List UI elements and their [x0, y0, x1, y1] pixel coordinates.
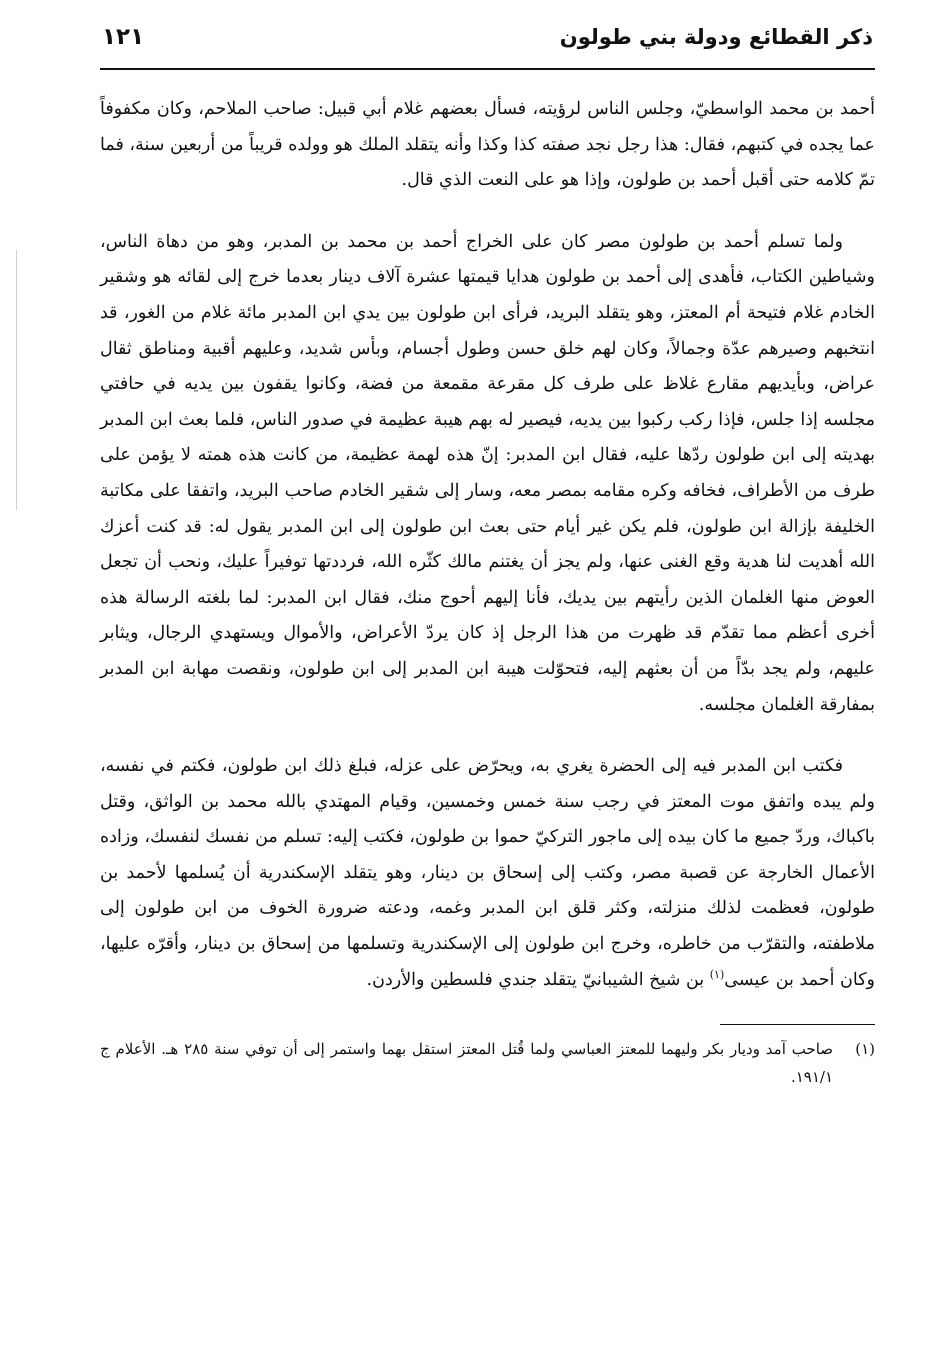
scan-margin-line [16, 250, 17, 510]
body-text [100, 92, 875, 998]
footnote-separator [720, 1024, 875, 1025]
book-page [100, 24, 875, 1091]
footnote-marker: (١) [855, 1040, 875, 1059]
paragraph-3 [100, 749, 875, 998]
footnote [100, 1035, 875, 1091]
footnote-reference[interactable]: (١) [709, 967, 725, 981]
paragraph-3-text-end: بن شيخ الشيبانيّ يتقلد جندي فلسطين والأردن. [366, 969, 710, 990]
paragraph-3-text: فكتب ابن المدبر فيه إلى الحضرة يغري به، ويحرّض على عزله، فبلغ ذلك ابن طولون، فكتم في نفسه، ولم يبده واتفق موت المعتز في رجب سنة خمس وخمسين، وقيام المهتدي بالله محمد بن الواثق، وقتل باكباك، وردّ جميع ما كان بيده إلى ماجور التركيّ حموا بن طولون، فكتب إليه: تسلم من نفسك لنفسك، وزاده الأعمال الخارجة عن قصبة مصر، وكتب إلى إسحاق بن دينار، وهو يتقلد الإسكندرية أن يُسلمها لأحمد بن طولون، فعظمت لذلك منزلته، وكثر قلق ابن المدبر وغمه، ودعته ضرورة الخوف من ابن طولون إلى ملاطفته، والتقرّب من خاطره، وخرج ابن طولون إلى الإسكندرية وتسلمها من إسحاق بن دينار، وأقرّه عليها، وكان أحمد بن عيسى [100, 756, 875, 990]
paragraph-2: ولما تسلم أحمد بن طولون مصر كان على الخراج أحمد بن محمد بن المدبر، وهو من دهاة الناس، وشياطين الكتاب، فأهدى إلى أحمد بن طولون هدايا قيمتها عشرة آلاف دينار بعدما خرج إلى لقائه هو وشقير الخادم غلام فتيحة أم المعتز، وهو يتقلد البريد، فرأى ابن طولون بين يدي ابن المدبر مائة غلام من الغور، قد انتخبهم وصيرهم عدّة وجمالاً، وكان لهم خلق حسن وطول أجسام، وبأس شديد، وعليهم أقبية ومناطق ثقال عراض، وبأيديهم مقارع غلاظ على طرف كل مقرعة مقمعة من فضة، وكانوا يقفون بين يديه في حافتي مجلسه إذا جلس، فإذا ركب ركبوا بين يديه، فيصير له بهم هيبة عظيمة في صدور الناس، فلما بعث ابن المدبر بهديته إلى ابن طولون ردّها عليه، فقال ابن المدبر: إنّ هذه لهمة عظيمة، من كانت هذه همته لا يؤمن على طرف من الأطراف، فخافه وكره مقامه بمصر معه، وسار إلى شقير الخادم صاحب البريد، واتفقا على مكاتبة الخليفة بإزالة ابن طولون، فلم يكن غير أيام حتى بعث ابن طولون إلى ابن المدبر يقول له: قد كنت أعزك الله أهديت لنا هدية وقع الغنى عنها، ولم يجز أن يغتنم مالك كثّره الله، فرددتها توفيراً عليك، ونحب أن تجعل العوض منها الغلمان الذين رأيتهم بين يديك، فأنا إليهم أحوج منك، فقال ابن المدبر: لما بلغته الرسالة هذه أخرى أعظم مما تقدّم قد ظهرت من هذا الرجل إذ كان يردّ الأعراض، والأموال ويستهدي الرجال، ويثابر عليهم، ولم يجد بدّاً من أن بعثهم إليه، فتحوّلت هيبة ابن المدبر إلى ابن طولون، ونقصت مهابة ابن المدبر بمفارقة الغلمان مجلسه. [100, 231, 875, 715]
page-header [100, 24, 875, 70]
paragraph-1: أحمد بن محمد الواسطيّ، وجلس الناس لرؤيته، فسأل بعضهم غلام أبي قبيل: صاحب الملاحم، وكان مكفوفاً عما يجده في كتبهم، فقال: هذا رجل نجد صفته كذا وكذا وأنه يتقلد الملك هو وولده قريباً من أربعين سنة، فما تمّ كلامه حتى أقبل أحمد بن طولون، وإذا هو على النعت الذي قال. [100, 99, 875, 191]
running-title: ذكر القطائع ودولة بني طولون [559, 25, 873, 49]
footnote-text: صاحب آمد وديار بكر وليهما للمعتز العباسي ولما قُتل المعتز استقل بهما واستمر إلى أن توفي سنة ٢٨٥ هـ. الأعلام ج ١٩١/١. [100, 1040, 833, 1087]
page-number: ١٢١ [102, 24, 145, 50]
